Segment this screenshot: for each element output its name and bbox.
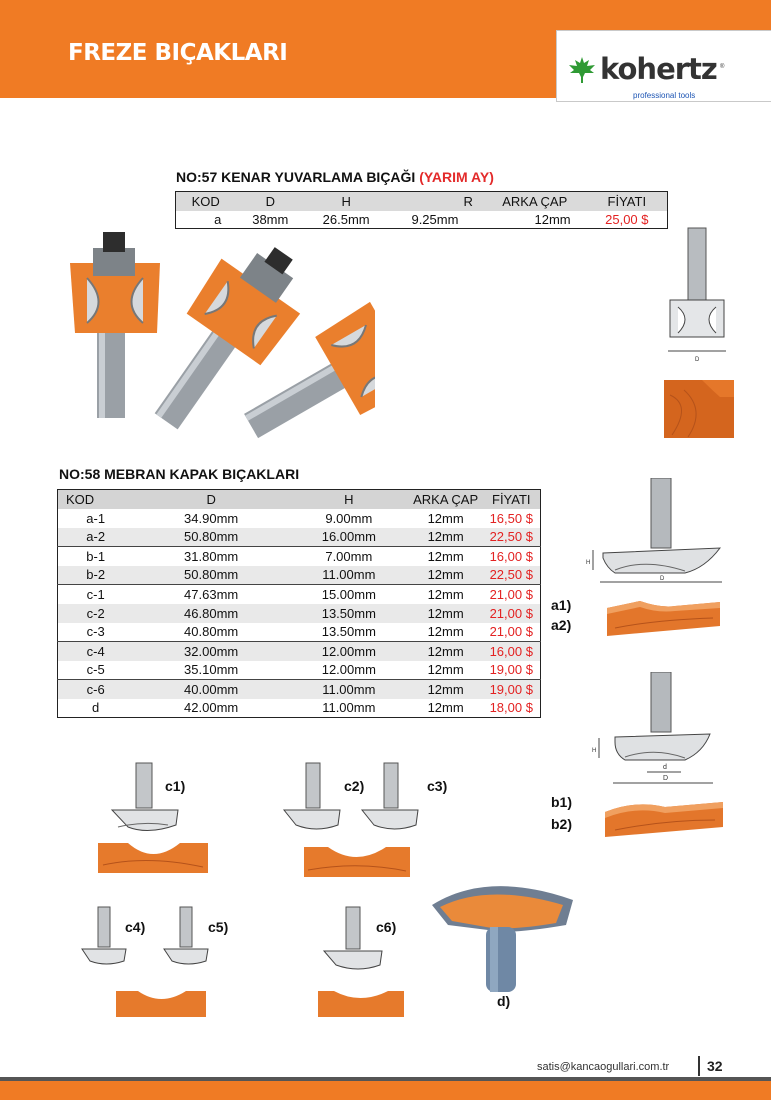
table-row [58, 566, 541, 585]
product-photo-57 [55, 228, 375, 443]
cell-price: 19,00 $ [489, 662, 533, 678]
cell-arka-cap: 12mm [409, 547, 483, 566]
section57-title-red: (YARIM AY) [419, 169, 494, 185]
cell-arka-cap: 12mm [427, 624, 464, 640]
drawing-d [432, 886, 573, 992]
label-c2: c2) [344, 778, 365, 794]
cell-r: 9.25mm [411, 211, 459, 227]
table-row [58, 661, 541, 680]
cell-h: 13.50mm [321, 624, 376, 640]
cell-price: 18,00 $ [489, 700, 533, 716]
col-header: H [289, 490, 409, 509]
dim-d-label: D [663, 775, 669, 782]
cell-price: 25,00 $ [605, 211, 649, 227]
cell-d: 34.90mm [184, 510, 239, 526]
cell-arka-cap: 12mm [409, 528, 483, 547]
cell-d: 50.80mm [133, 566, 289, 585]
label-c5: c5) [208, 919, 229, 935]
table-header-row [176, 192, 668, 211]
cell-h: 12.00mm [321, 662, 376, 678]
cell-kod: c-4 [58, 642, 134, 661]
cell-h: 16.00mm [289, 528, 409, 547]
cell-arka-cap: 12mm [409, 604, 483, 623]
table-row [58, 509, 541, 528]
cell-d: 40.00mm [133, 680, 289, 699]
footer-band [0, 1081, 771, 1100]
cell-price: 21,00 $ [489, 624, 533, 640]
cell-arka-cap: 12mm [427, 700, 464, 716]
dim-d-label: D [660, 576, 665, 582]
cell-h: 12.00mm [289, 642, 409, 661]
cell-kod: c-6 [58, 680, 134, 699]
table-row [58, 528, 541, 547]
drawing-c1 [98, 763, 208, 873]
cell-h: 9.00mm [325, 510, 373, 526]
cell-arka-cap: 12mm [409, 566, 483, 585]
label-a2: a2) [551, 617, 572, 633]
cell-h: 13.50mm [289, 604, 409, 623]
col-header: D [133, 490, 289, 509]
table-header-row [58, 490, 541, 509]
router-bit-1 [70, 232, 160, 418]
col-header: KOD [176, 192, 236, 211]
col-header: ARKA ÇAP [409, 490, 483, 509]
cell-kod: a [214, 211, 222, 227]
drawing-b [585, 672, 730, 842]
table-row [58, 623, 541, 642]
dim-small-d-label: d [663, 764, 667, 771]
table-row [58, 680, 541, 699]
cell-price: 16,00 $ [483, 642, 541, 661]
technical-drawing-57 [662, 225, 734, 440]
cell-arka-cap: 12mm [409, 680, 483, 699]
footer-email: satis@kancaogullari.com.tr [537, 1061, 670, 1073]
col-header: R [387, 192, 483, 211]
table-row [58, 604, 541, 623]
cell-d: 35.10mm [184, 662, 239, 678]
cell-d: 42.00mm [184, 700, 239, 716]
label-a1: a1) [551, 597, 572, 613]
cell-price: 22,50 $ [483, 528, 541, 547]
cell-kod: c-2 [58, 604, 134, 623]
table-57 [175, 191, 668, 229]
cell-price: 21,00 $ [483, 585, 541, 604]
section57-title-main: NO:57 KENAR YUVARLAMA BIÇAĞI [176, 169, 416, 185]
logo-wordmark: kohertz [600, 52, 717, 86]
table-58 [57, 489, 541, 718]
cell-kod: c-3 [86, 624, 105, 640]
cell-arka-cap: 12mm [427, 510, 464, 526]
cell-h: 11.00mm [322, 700, 376, 716]
cell-d: 31.80mm [133, 547, 289, 566]
cell-kod: a-2 [58, 528, 134, 547]
cell-h: 7.00mm [289, 547, 409, 566]
cell-arka-cap: 12mm [409, 585, 483, 604]
cell-h: 15.00mm [289, 585, 409, 604]
cell-d: 38mm [252, 211, 289, 227]
cell-arka-cap: 12mm [534, 211, 571, 227]
maple-leaf-icon [568, 57, 596, 83]
table-row [176, 211, 668, 229]
cell-kod: b-1 [58, 547, 134, 566]
section58-title: NO:58 MEBRAN KAPAK BIÇAKLARI [59, 466, 300, 482]
logo-registered: ® [720, 64, 725, 70]
table-row [58, 547, 541, 566]
table-row [58, 642, 541, 661]
cell-h: 26.5mm [322, 211, 370, 227]
cell-price: 19,00 $ [483, 680, 541, 699]
cell-h: 11.00mm [289, 680, 409, 699]
cell-kod: d [92, 700, 100, 716]
col-header: FİYATI [587, 192, 668, 211]
col-header: KOD [58, 490, 134, 509]
drawing-a [585, 478, 730, 648]
cell-d: 47.63mm [133, 585, 289, 604]
cell-price: 16,00 $ [483, 547, 541, 566]
dim-h-label: H [586, 560, 591, 566]
col-header: FİYATI [483, 490, 541, 509]
dim-h-label: H [592, 748, 597, 754]
cell-arka-cap: 12mm [427, 662, 464, 678]
cell-price: 21,00 $ [483, 604, 541, 623]
label-c3: c3) [427, 778, 448, 794]
label-b1: b1) [551, 794, 572, 810]
logo-tagline: professional tools [633, 91, 696, 100]
label-d: d) [497, 993, 511, 1009]
table-row [58, 585, 541, 604]
page-title: FREZE BIÇAKLARI [68, 40, 288, 66]
cell-kod: a-1 [86, 510, 106, 526]
cell-price: 22,50 $ [483, 566, 541, 585]
label-c6: c6) [376, 919, 397, 935]
cell-h: 11.00mm [289, 566, 409, 585]
dimension-d-label: D [695, 357, 700, 363]
col-header: H [305, 192, 387, 211]
label-b2: b2) [551, 816, 572, 832]
cell-d: 40.80mm [184, 624, 239, 640]
cell-d: 50.80mm [133, 528, 289, 547]
col-header: ARKA ÇAP [483, 192, 587, 211]
cell-kod: b-2 [58, 566, 134, 585]
cell-d: 46.80mm [133, 604, 289, 623]
label-c4: c4) [125, 919, 146, 935]
table-row [58, 699, 541, 718]
page-number: 32 [707, 1058, 723, 1074]
cell-kod: c-5 [86, 662, 105, 678]
cell-price: 16,50 $ [489, 510, 533, 526]
drawings-c-d [68, 755, 588, 1027]
footer-separator [698, 1056, 700, 1076]
col-header: D [235, 192, 305, 211]
cell-kod: c-1 [58, 585, 134, 604]
label-c1: c1) [165, 778, 186, 794]
cell-d: 32.00mm [133, 642, 289, 661]
section57-title [176, 169, 494, 185]
cell-arka-cap: 12mm [409, 642, 483, 661]
